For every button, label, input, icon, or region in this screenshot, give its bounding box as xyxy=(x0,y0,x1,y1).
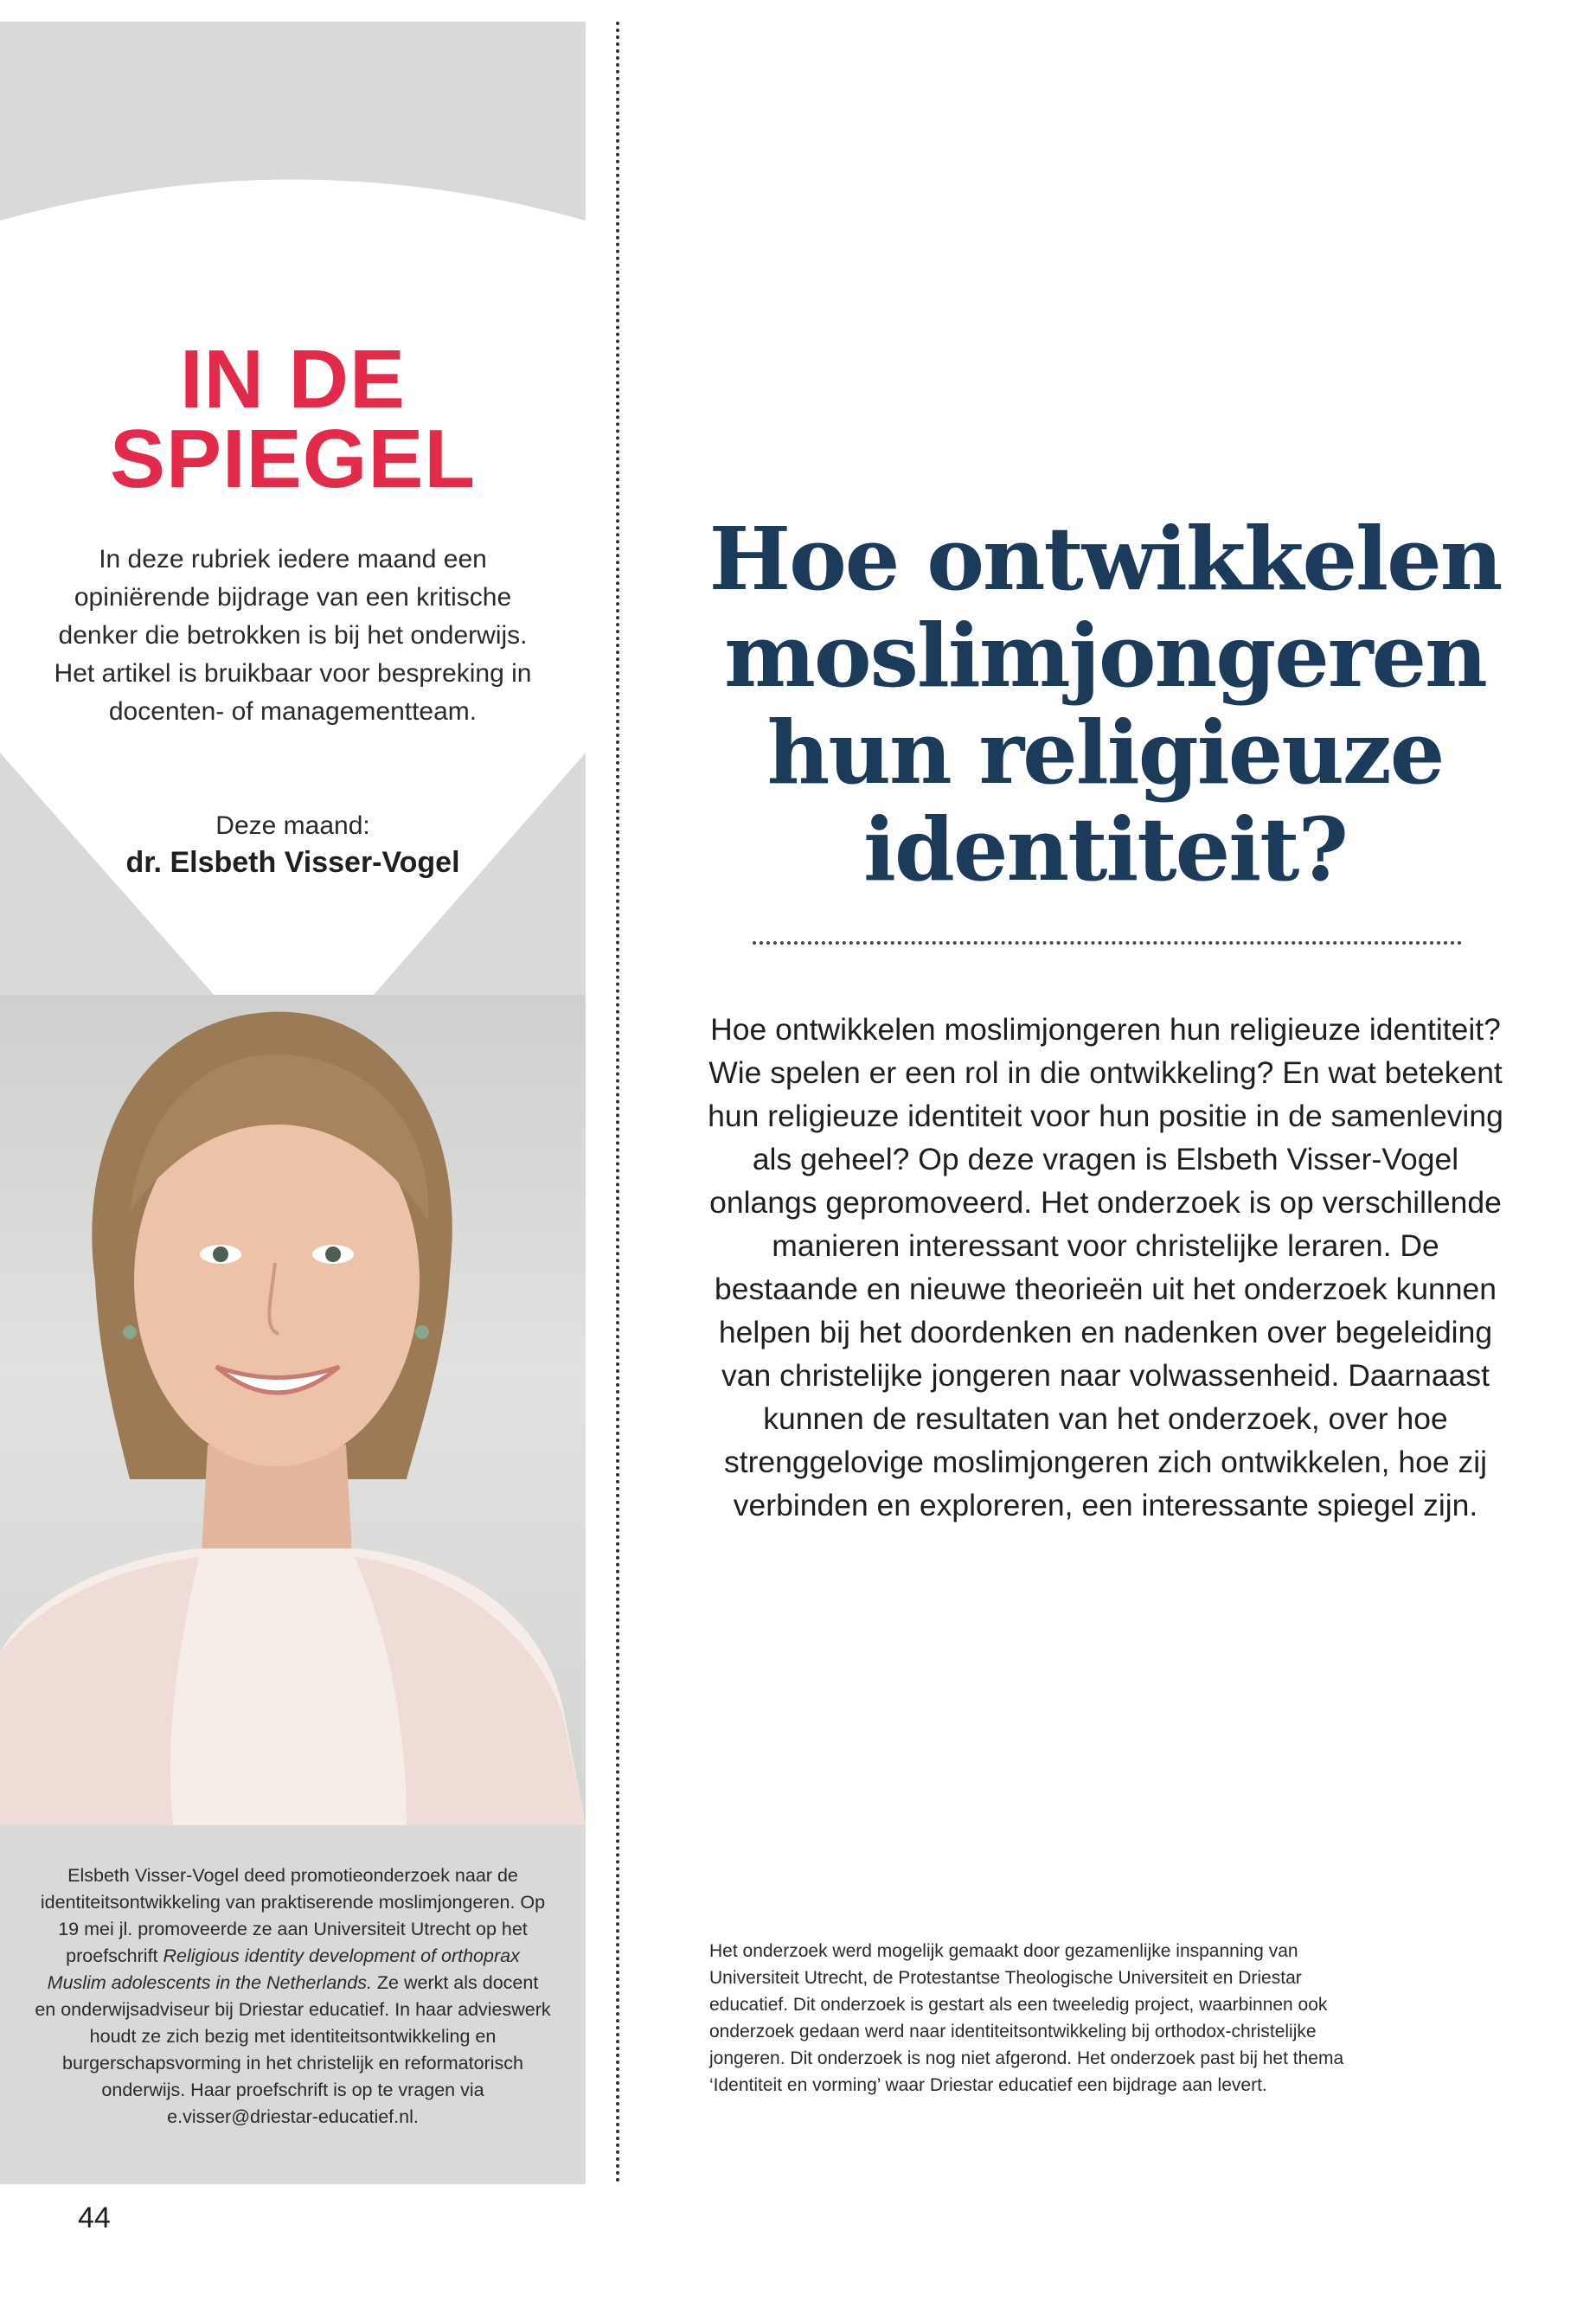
kicker-line-1: IN DE xyxy=(179,333,407,426)
bio-text-2: Ze werkt als docent en onderwijsadviseur bij Driestar educatief. In haar advieswerk houdt ze zich bezig met identiteitsontwikkeling en burgerschapsvorming in het christelijk en reformatorisch onderwijs. Haar proefschrift is op te vragen via e.visser@driestar-educatief.nl. xyxy=(35,1972,551,2127)
thesis-title: Religious identity development of orthoprax Muslim adolescents in the Netherlands. xyxy=(47,1945,520,1993)
sidebar xyxy=(0,22,586,2184)
bio-text-1: Elsbeth Visser-Vogel deed promotieonderzoek naar de identiteitsontwikkeling van praktiserende moslimjongeren. Op 19 mei jl. promoveerde ze aan Universiteit Utrecht op het proefschrift xyxy=(40,1865,546,1966)
article-lead: Hoe ontwikkelen moslimjongeren hun religieuze identiteit? Wie spelen er een rol in die ontwikkeling? En wat betekent hun religieuze identiteit voor hun positie in de samenleving als geheel? Op deze vragen is Elsbeth Visser-Vogel onlangs gepromoveerd. Het onderzoek is op verschillende manieren interessant voor christelijke leraren. De bestaande en nieuwe theorieën uit het onderzoek kunnen helpen bij het doordenken en nadenken over begeleiding van christelijke jongeren naar volwassenheid. Daarnaast kunnen de resultaten van het onderzoek, over hoe strenggelovige moslimjongeren zich ontwikkelen, hoe zij verbinden en exploreren, een interessante spiegel zijn. xyxy=(708,1012,1503,1522)
author-name: dr. Elsbeth Visser-Vogel xyxy=(125,846,460,879)
page-number: 44 xyxy=(78,2202,111,2234)
month-label: Deze maand: xyxy=(215,811,370,840)
headline-rule xyxy=(753,941,1462,945)
kicker-line-2: SPIEGEL xyxy=(109,413,477,505)
section-intro: In deze rubriek iedere maand een opiniërende bijdrage van een kritische denker die betrokken is bij het onderwijs. Het artikel is bruikbaar voor bespreking in docenten- of managementteam. xyxy=(54,545,532,726)
section-kicker xyxy=(0,333,586,505)
author-photo xyxy=(0,995,586,1825)
article-footnote: Het onderzoek werd mogelijk gemaakt door gezamenlijke inspanning van Universiteit Utrecht, de Protestantse Theologische Universiteit en Driestar educatief. Dit onderzoek is gestart als een tweeledig project, waarbinnen ook onderzoek gedaan werd naar identiteitsontwikkeling bij orthodox-christelijke jongeren. Dit onderzoek is nog niet afgerond. Het onderzoek past bij het thema ‘Identiteit en vorming’ waar Driestar educatief een bijdrage aan levert. xyxy=(709,1941,1344,2095)
article-headline: Hoe ontwikkelen moslimjongeren hun religieuze identiteit? xyxy=(708,508,1502,901)
portrait-illustration xyxy=(0,995,586,1825)
author-bio xyxy=(35,1862,551,2131)
column-divider xyxy=(616,22,619,2184)
